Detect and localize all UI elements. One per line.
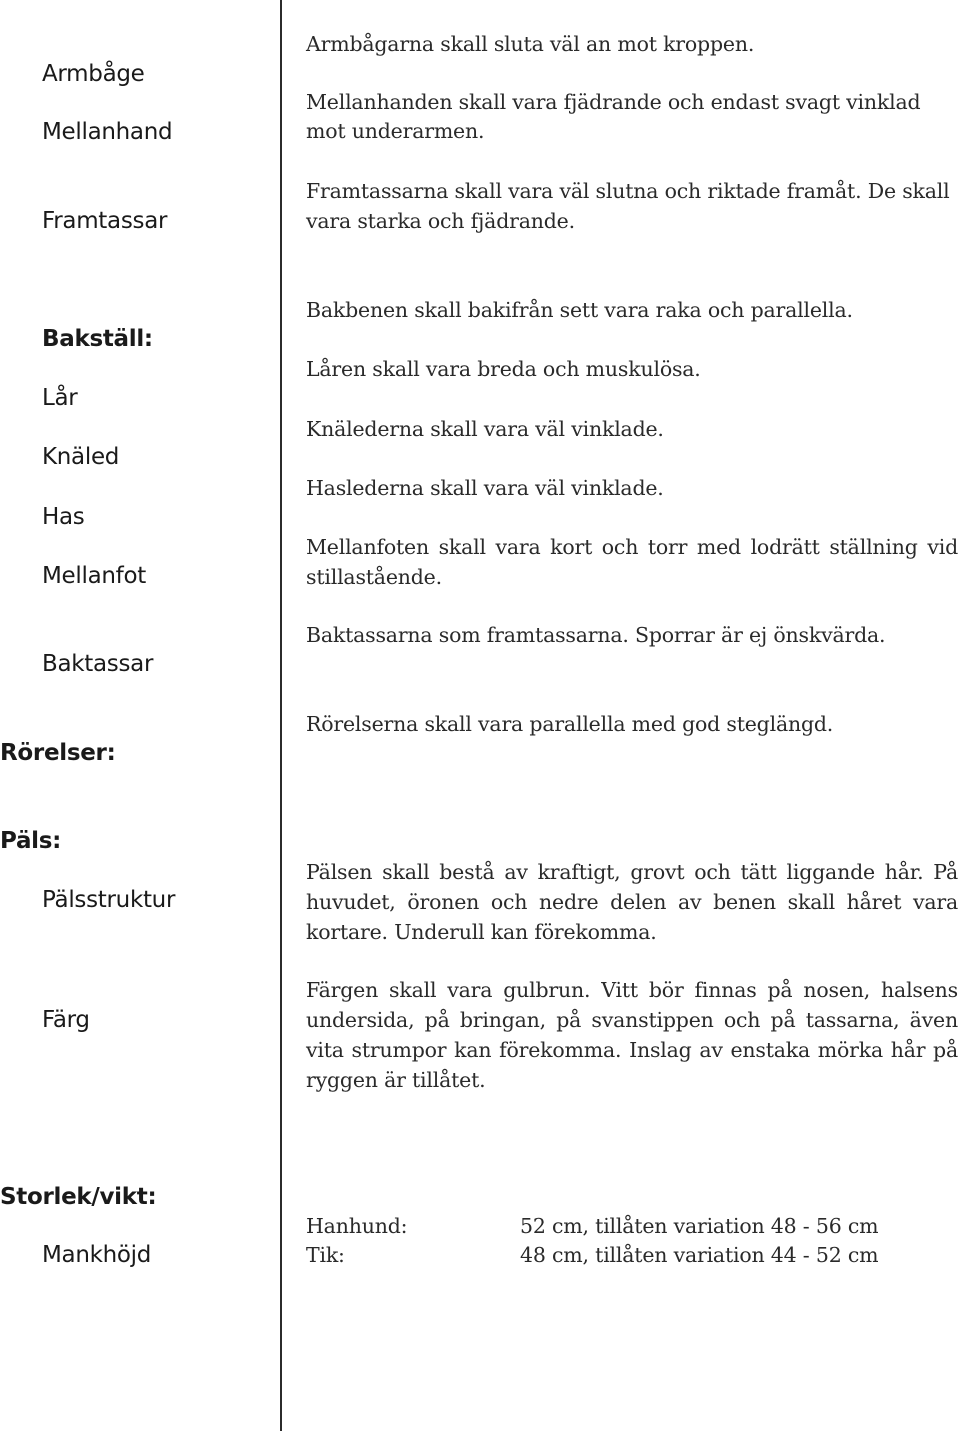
size-male-value: 52 cm, tillåten variation 48 - 56 cm — [520, 1214, 879, 1238]
label-baktassar: Baktassar — [42, 651, 154, 677]
text-mellanfot: Mellanfoten skall vara kort och torr med lodrätt ställning vid stillastående. — [306, 535, 958, 589]
text-lar: Låren skall vara breda och muskulösa. — [306, 357, 701, 381]
label-farg: Färg — [42, 1007, 90, 1033]
section-heading-bakstall: Bakställ: — [42, 326, 153, 352]
text-rorelser: Rörelserna skall vara parallella med god steglängd. — [306, 712, 834, 736]
size-female-label: Tik: — [306, 1243, 345, 1267]
label-palsstruktur: Pälsstruktur — [42, 887, 176, 913]
label-has: Has — [42, 504, 85, 530]
text-knaled: Knälederna skall vara väl vinklade. — [306, 417, 664, 441]
section-heading-pals: Päls: — [0, 828, 62, 854]
label-lar: Lår — [42, 385, 78, 411]
text-farg: Färgen skall vara gulbrun. Vitt bör finnas på nosen, halsens undersida, på bringan, på svanstippen och på tassarna, även vita strumpor kan förekomma. Inslag av enstaka mörka hår på ryggen är tillåtet. — [306, 978, 958, 1092]
text-framtassar: Framtassarna skall vara väl slutna och riktade framåt. De skall vara starka och fjädrande. — [306, 179, 950, 233]
size-male-label: Hanhund: — [306, 1214, 408, 1238]
label-framtassar: Framtassar — [42, 208, 168, 234]
label-mellanfot: Mellanfot — [42, 563, 146, 589]
text-baktassar: Baktassarna som framtassarna. Sporrar är ej önskvärda. — [306, 623, 886, 647]
section-heading-rorelser: Rörelser: — [0, 740, 116, 766]
text-armbage: Armbågarna skall sluta väl an mot kroppen. — [306, 32, 755, 56]
text-has: Haslederna skall vara väl vinklade. — [306, 476, 664, 500]
text-mellanhand: Mellanhanden skall vara fjädrande och endast svagt vinklad mot underarmen. — [306, 90, 921, 143]
text-bakstall: Bakbenen skall bakifrån sett vara raka och parallella. — [306, 298, 853, 322]
label-knaled: Knäled — [42, 444, 120, 470]
size-female-value: 48 cm, tillåten variation 44 - 52 cm — [520, 1243, 879, 1267]
label-mellanhand: Mellanhand — [42, 119, 173, 145]
section-heading-storlek: Storlek/vikt: — [0, 1184, 157, 1210]
label-armbage: Armbåge — [42, 61, 145, 87]
text-palsstruktur: Pälsen skall bestå av kraftigt, grovt och tätt liggande hår. På huvudet, öronen och nedre delen av benen skall håret vara kortare. Underull kan förekomma. — [306, 860, 958, 944]
column-divider — [280, 0, 282, 1431]
label-mankhojd: Mankhöjd — [42, 1242, 152, 1268]
